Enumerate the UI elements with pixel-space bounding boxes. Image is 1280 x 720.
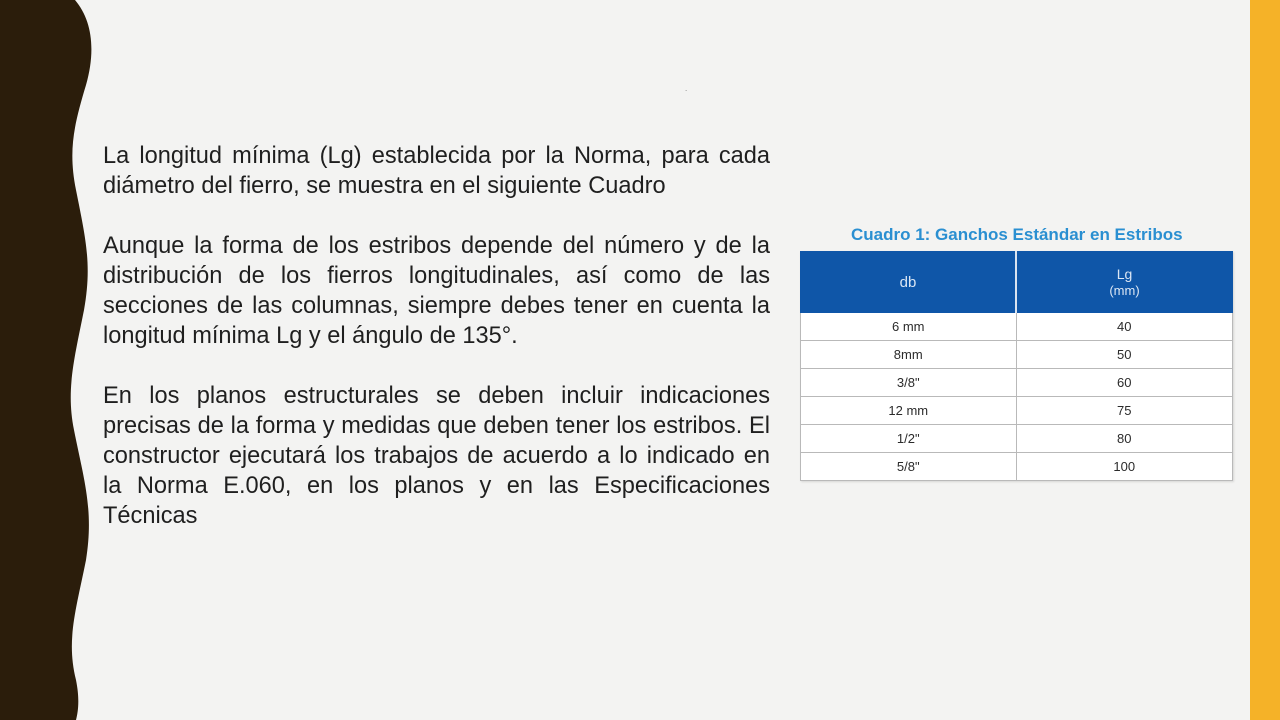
table-row xyxy=(801,425,1233,453)
table-row xyxy=(801,453,1233,481)
table-row xyxy=(801,369,1233,397)
paragraph-1: La longitud mínima (Lg) establecida por la Norma, para cada diámetro del fierro, se muestra en el siguiente Cuadro xyxy=(103,143,770,199)
table-row xyxy=(801,313,1233,341)
table-title: Cuadro 1: Ganchos Estándar en Estribos xyxy=(851,225,1183,244)
header-lg-unit: (mm) xyxy=(1109,283,1140,298)
cell-db: 3/8" xyxy=(801,369,1017,397)
cell-lg: 100 xyxy=(1016,453,1233,481)
wavy-left-band xyxy=(0,0,100,720)
table-row xyxy=(801,341,1233,369)
cell-db: 1/2" xyxy=(801,425,1017,453)
header-lg-label: Lg xyxy=(1116,266,1133,282)
cell-lg: 60 xyxy=(1016,369,1233,397)
paragraph-2: Aunque la forma de los estribos depende del número y de la distribución de los fierros longitudinales, así como de las secciones de las columnas, siempre debes tener en cuenta la longitud mínima Lg y el ángulo de 135°. xyxy=(103,233,770,349)
table-header-row xyxy=(801,252,1233,313)
header-db: db xyxy=(801,252,1017,313)
stirrup-hooks-table xyxy=(800,251,1233,481)
cell-db: 6 mm xyxy=(801,313,1017,341)
cell-lg: 50 xyxy=(1016,341,1233,369)
cell-db: 8mm xyxy=(801,341,1017,369)
cell-lg: 80 xyxy=(1016,425,1233,453)
cell-db: 12 mm xyxy=(801,397,1017,425)
table-row xyxy=(801,397,1233,425)
cell-db: 5/8" xyxy=(801,453,1017,481)
cell-lg: 40 xyxy=(1016,313,1233,341)
right-accent-bar xyxy=(1250,0,1280,720)
header-lg xyxy=(1016,252,1233,313)
body-text xyxy=(103,141,770,561)
paragraph-3: En los planos estructurales se deben incluir indicaciones precisas de la forma y medidas que deben tener los estribos. El constructor ejecutará los trabajos de acuerdo a lo indicado en la Norma E.060, en los planos y en las Especificaciones Técnicas xyxy=(103,383,770,529)
cell-lg: 75 xyxy=(1016,397,1233,425)
tiny-dot: . xyxy=(685,84,688,93)
